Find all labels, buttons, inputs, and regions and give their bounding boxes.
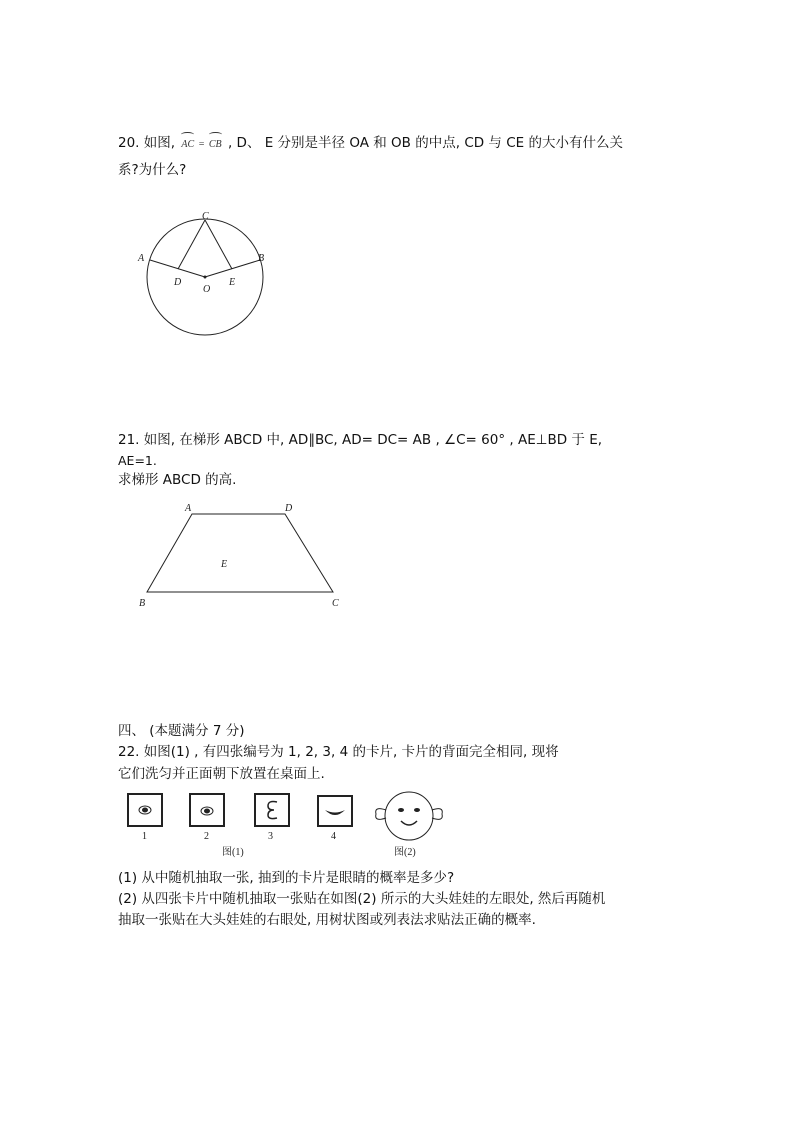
mouth-icon <box>325 810 345 815</box>
label-c: C <box>332 598 339 609</box>
label-c: C <box>202 211 209 222</box>
card-number-2: 2 <box>204 831 209 842</box>
card-4 <box>318 796 352 842</box>
label-b: B <box>258 253 265 264</box>
q20-text: , D、 E 分别是半径 OA 和 OB 的中点, CD 与 CE 的大小有什么关 <box>227 135 623 151</box>
q21-line3: 求梯形 ABCD 的高. <box>118 472 237 488</box>
arc-cb: CB <box>209 135 222 155</box>
center-dot <box>204 276 207 279</box>
arc-ac: AC <box>181 135 194 155</box>
card-2 <box>190 794 224 842</box>
segment-bo <box>205 260 260 277</box>
q20-circle-figure <box>130 205 290 355</box>
q22-sub2-line1: (2) 从四张卡片中随机抽取一张贴在如图(2) 所示的大头娃娃的左眼处, 然后再随机 <box>118 891 606 907</box>
label-b: B <box>139 598 146 609</box>
label-a: A <box>138 253 145 264</box>
section4-heading: 四、 (本题满分 7 分) <box>118 723 245 739</box>
q20-number: 20. 如图, <box>118 135 176 151</box>
q22-sub1: (1) 从中随机抽取一张, 抽到的卡片是眼睛的概率是多少? <box>118 870 455 886</box>
q22-cards-figure <box>122 788 462 863</box>
caption-figure-2: 图(2) <box>394 847 416 858</box>
card-number-3: 3 <box>268 831 273 842</box>
q21-line1: 21. 如图, 在梯形 ABCD 中, AD∥BC, AD= DC= AB , ∠C= 60° , AE⊥BD 于 E, <box>118 432 603 448</box>
label-e: E <box>221 559 228 570</box>
caption-figure-1: 图(1) <box>222 847 244 858</box>
q22-sub2-line2: 抽取一张贴在大头娃娃的右眼处, 用树状图或列表法求贴法正确的概率. <box>118 912 536 928</box>
label-e: E <box>229 277 236 288</box>
segment-ao <box>150 260 205 277</box>
segment-cd <box>178 220 205 269</box>
q22-line1: 22. 如图(1) , 有四张编号为 1, 2, 3, 4 的卡片, 卡片的背面完全相同, 现将 <box>118 744 559 760</box>
q21-line2: AE=1. <box>118 453 157 468</box>
segment-ce <box>205 220 232 269</box>
q20-line1 <box>118 133 623 155</box>
q20-line2: 系?为什么? <box>118 162 187 178</box>
q21-trapezoid-figure <box>135 500 350 615</box>
arc-equals: = <box>198 139 205 150</box>
card-3 <box>255 794 289 842</box>
label-d: D <box>174 277 182 288</box>
doll-face-icon <box>376 792 443 840</box>
label-d: D <box>285 503 293 514</box>
q22-line2: 它们洗匀并正面朝下放置在桌面上. <box>118 766 325 782</box>
card-number-1: 1 <box>142 831 147 842</box>
label-o: O <box>203 284 211 295</box>
card-number-4: 4 <box>331 831 336 842</box>
card-1 <box>128 794 162 842</box>
label-a: A <box>185 503 192 514</box>
ear-icon <box>268 802 277 819</box>
trapezoid <box>147 514 333 592</box>
